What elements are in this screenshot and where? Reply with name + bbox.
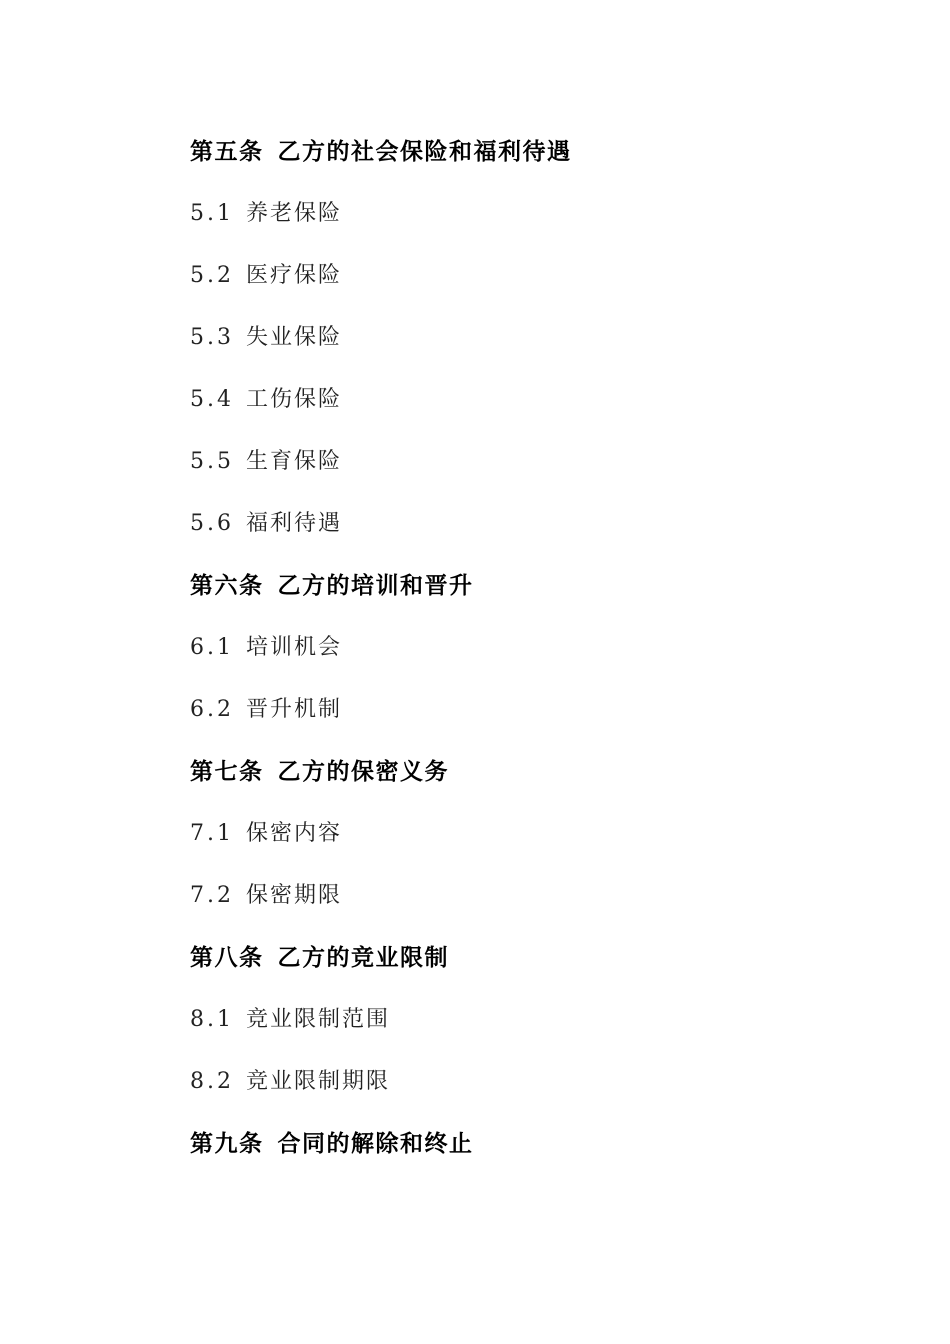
clause-number: 5.2: [190, 263, 234, 288]
article-heading: [190, 1132, 820, 1156]
clause-item: [190, 698, 820, 722]
clause-text: 晋升机制: [246, 697, 343, 722]
clause-text: 竞业限制期限: [246, 1069, 391, 1094]
article-title: 乙方的竞业限制: [277, 945, 449, 971]
clause-item: [190, 264, 820, 288]
article-number: 第六条: [190, 573, 264, 599]
article-title: 合同的解除和终止: [277, 1131, 474, 1157]
clause-item: [190, 450, 820, 474]
article-number: 第七条: [190, 759, 264, 785]
article-number: 第九条: [190, 1131, 264, 1157]
clause-number: 5.3: [190, 325, 234, 350]
clause-text: 养老保险: [246, 201, 343, 226]
article-heading: [190, 140, 820, 164]
clause-text: 保密内容: [246, 821, 343, 846]
clause-item: [190, 636, 820, 660]
clause-item: [190, 1070, 820, 1094]
document-content: [190, 140, 820, 1194]
article-title: 乙方的社会保险和福利待遇: [277, 139, 572, 165]
article-heading: [190, 760, 820, 784]
article-heading: [190, 946, 820, 970]
clause-number: 7.1: [190, 821, 234, 846]
clause-number: 5.5: [190, 449, 234, 474]
clause-item: [190, 1008, 820, 1032]
clause-number: 5.1: [190, 201, 234, 226]
clause-text: 生育保险: [246, 449, 343, 474]
clause-item: [190, 512, 820, 536]
clause-item: [190, 326, 820, 350]
clause-item: [190, 884, 820, 908]
clause-number: 5.4: [190, 387, 234, 412]
clause-number: 8.2: [190, 1069, 234, 1094]
clause-text: 培训机会: [246, 635, 343, 660]
clause-item: [190, 388, 820, 412]
article-title: 乙方的培训和晋升: [277, 573, 474, 599]
clause-text: 竞业限制范围: [246, 1007, 391, 1032]
clause-item: [190, 822, 820, 846]
article-title: 乙方的保密义务: [277, 759, 449, 785]
clause-text: 福利待遇: [246, 511, 343, 536]
clause-number: 6.2: [190, 697, 234, 722]
clause-item: [190, 202, 820, 226]
article-number: 第五条: [190, 139, 264, 165]
clause-text: 失业保险: [246, 325, 343, 350]
clause-number: 7.2: [190, 883, 234, 908]
clause-text: 保密期限: [246, 883, 343, 908]
clause-text: 医疗保险: [246, 263, 343, 288]
article-heading: [190, 574, 820, 598]
article-number: 第八条: [190, 945, 264, 971]
clause-number: 8.1: [190, 1007, 234, 1032]
clause-text: 工伤保险: [246, 387, 343, 412]
clause-number: 6.1: [190, 635, 234, 660]
clause-number: 5.6: [190, 511, 234, 536]
